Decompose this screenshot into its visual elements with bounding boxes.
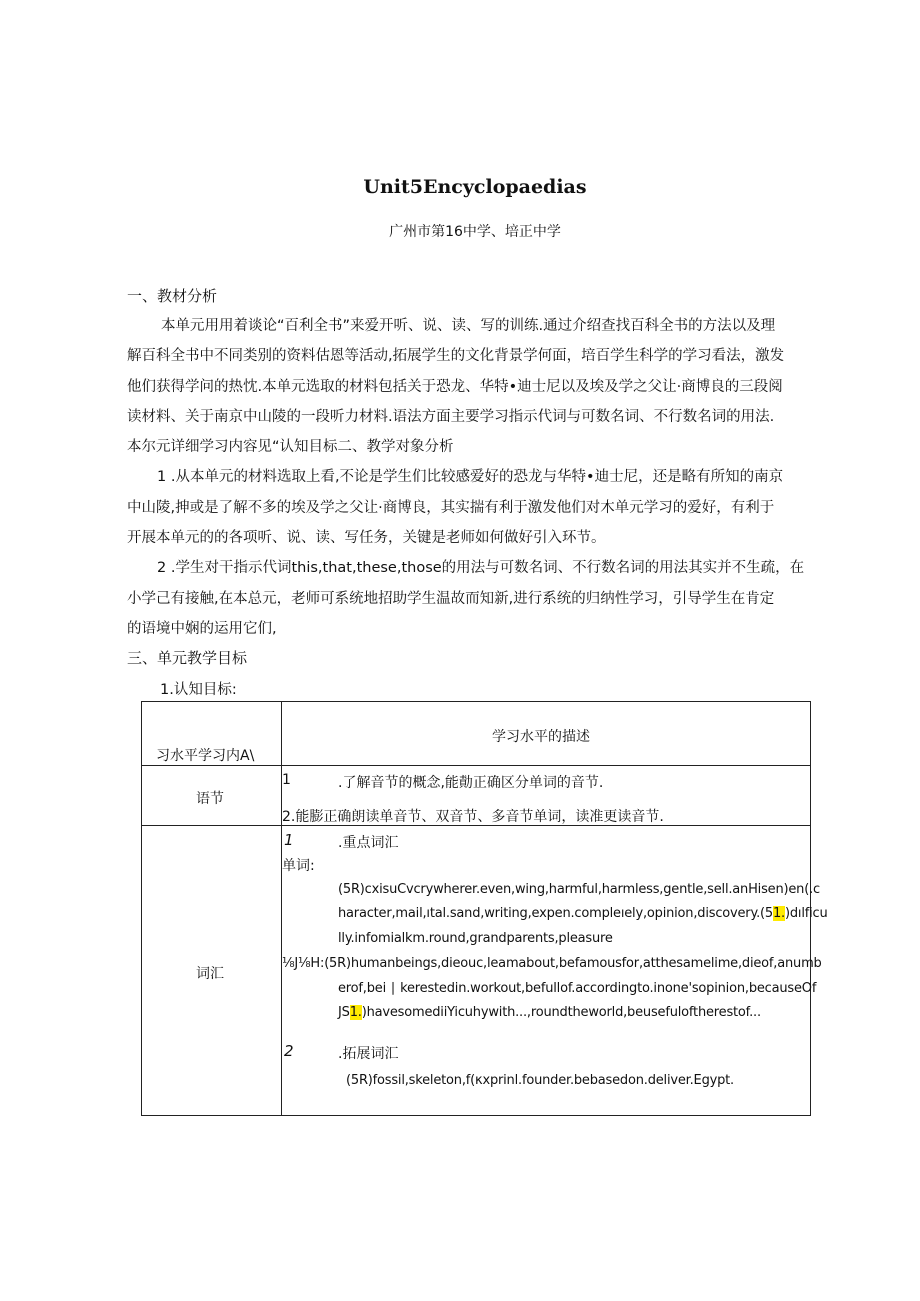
table-header-description: 学习水平的描述 <box>492 729 590 745</box>
phrase-list-line: ⅛J⅛H:(5R)humanbeings,dieouc,leamabout,befamousfor,atthesamelime,dieof,anumb <box>282 956 822 971</box>
section-heading-teaching-goals: 三、单元教学目标 <box>127 649 248 667</box>
key-vocabulary-title: .重点词汇 <box>338 835 399 851</box>
table-column-divider <box>281 702 282 1115</box>
paragraph-line: 的语境中娴的运用它们, <box>127 621 277 637</box>
words-label: 单词: <box>282 858 315 874</box>
section-heading-textbook-analysis: 一、教材分析 <box>127 287 218 305</box>
paragraph-line: 2 .学生对干指示代词this,that,these,those的用法与可数名词、不行数名词的用法其实并不生疏，在 <box>157 560 805 576</box>
extended-word-list: (5R)fossil,skeleton,f(κxprinl.founder.bebasedon.deliver.Egypt. <box>346 1073 734 1088</box>
extended-vocabulary-title: .拓展词汇 <box>338 1046 399 1062</box>
syllable-item-text: 2.能膨正确朗读单音节、双音节、多音节单词，读准更读音节. <box>282 809 664 825</box>
phrase-list-line: JS1.)havesomediiYicuhywith...,roundtheworld,beusefuloftherestof... <box>338 1005 761 1020</box>
highlight-mark: 1. <box>349 1005 362 1020</box>
subheading-cognitive-goals: 1.认知目标: <box>160 682 237 698</box>
paragraph-line: 他们获得学问的热忱.本单元选取的材料包括关于恐龙、华特•迪士尼以及埃及学之父让·商博良的三段阅 <box>127 379 783 395</box>
row-label-vocabulary: 词汇 <box>196 966 224 982</box>
word-list-line: lly.infomialkm.round,grandparents,pleasure <box>338 931 613 946</box>
goals-table <box>141 701 828 1116</box>
subtitle: 广州市第16中学、培正中学 <box>389 224 561 240</box>
table-row-divider <box>142 765 810 766</box>
paragraph-line: 本单元用用着谈论“百利全书”来爱开听、说、读、写的训练.通过介绍查找百科全书的方法以及理 <box>161 318 776 334</box>
phrase-list-line: erof,bei ∣ kerestedin.workout,befullof.accordingto.inone'sopinion,becauseOf <box>338 981 817 996</box>
word-list-line: (5R)cxisuCvcrywherer.even,wing,harmful,harmless,gentle,sell.anHisen)en(.c <box>338 882 820 897</box>
paragraph-line: 开展本单元的的各项听、说、读、写任务，关键是老师如何做好引入环节。 <box>127 530 606 546</box>
word-list-line: haracter,mail,ıtal.sand,writing,expen.compleıely,opinion,discovery.(51.)dılficu <box>338 906 828 921</box>
page-title: Unit5Encyclopaedias <box>363 176 587 198</box>
syllable-item-text: .了解音节的概念,能勣正确区分单词的音节. <box>338 775 604 791</box>
syllable-item-num: 1 <box>282 772 291 788</box>
row-label-syllable: 语节 <box>196 791 224 807</box>
paragraph-line: 中山陵,抻或是了解不多的埃及学之父让·商博良，其实揣有利于激发他们对木单元学习的爱好，有利于 <box>127 500 775 516</box>
vocab-sub-num: 1 <box>284 831 294 849</box>
highlight-mark: 1. <box>772 906 785 921</box>
paragraph-line: 本尔元详细学习内容见“认知目标二、教学对象分析 <box>127 439 454 455</box>
paragraph-line: 小学己有接触,在本总元，老师可系统地招助学生温故而知新,进行系统的归纳性学习，引导学生在肯定 <box>127 591 775 607</box>
paragraph-line: 读材料、关于南京中山陵的一段听力材料.语法方面主要学习指示代词与可数名词、不行数名词的用法. <box>127 409 775 425</box>
table-header-content-level: 习水平学习内A\ <box>156 748 255 764</box>
vocab-sub-num: 2 <box>284 1042 294 1060</box>
paragraph-line: 1 .从本单元的材料选取上看,不论是学生们比较感爱好的恐龙与华特•迪士尼，还是略有所知的南京 <box>157 469 784 485</box>
paragraph-line: 解百科全书中不同类别的资料估恩等活动,拓展学生的文化背景学何面，培百学生科学的学习看法，激发 <box>127 348 785 364</box>
